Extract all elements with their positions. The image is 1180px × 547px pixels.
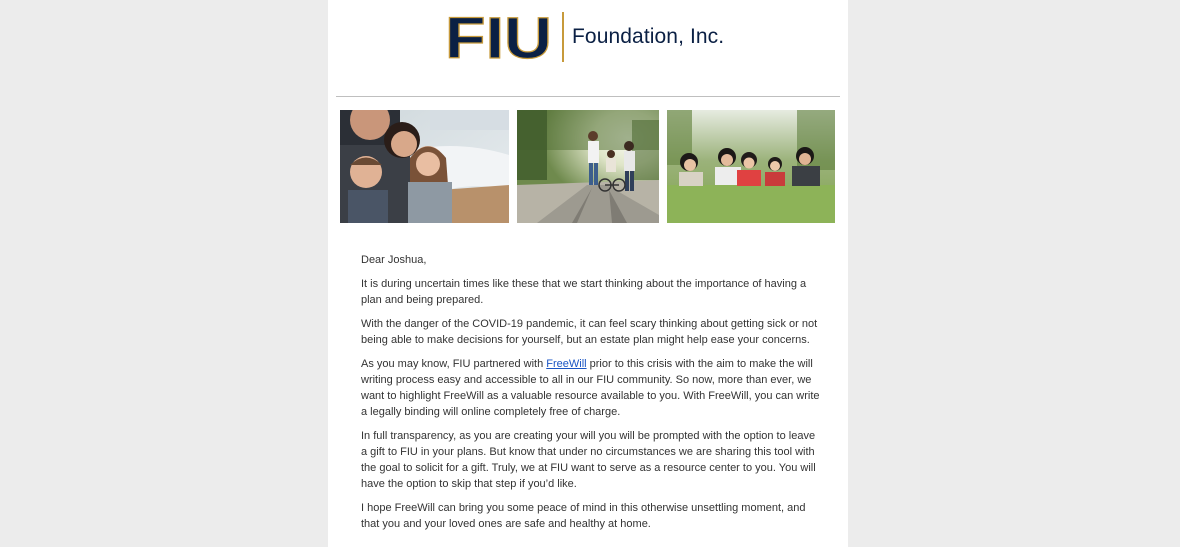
letter-paragraph-5: I hope FreeWill can bring you some peace of mind in this otherwise unsettling moment, and that you and your loved ones are safe and healthy at home. bbox=[361, 502, 806, 530]
logo-divider bbox=[562, 12, 564, 62]
header-divider bbox=[336, 96, 840, 97]
email-header bbox=[328, 0, 848, 96]
letter-paragraph-2: With the danger of the COVID-19 pandemic, it can feel scary thinking about getting sick or not being able to make decisions for yourself, but an estate plan might help ease your concerns. bbox=[361, 318, 818, 346]
freewill-link[interactable]: FreeWill bbox=[546, 358, 587, 370]
family-grass-photo bbox=[667, 110, 835, 223]
family-bicycle-photo bbox=[517, 110, 659, 223]
letter-paragraph-3 bbox=[361, 356, 823, 420]
email-card bbox=[328, 0, 848, 547]
letter-body bbox=[361, 252, 823, 540]
letter-paragraph-4: In full transparency, as you are creating your will you will be prompted with the option to leave a gift to FIU in your plans. But know that under no circumstances we are sharing this tool with the goal to solicit for a gift. Truly, we at FIU want to serve as a resource center to you. You will have the option to skip that step if you’d like. bbox=[361, 430, 816, 490]
letter-greeting: Dear Joshua, bbox=[361, 254, 427, 266]
foundation-name: Foundation, Inc. bbox=[572, 25, 725, 48]
letter-paragraph-1: It is during uncertain times like these that we start thinking about the importance of having a plan and being prepared. bbox=[361, 278, 807, 306]
family-beach-photo bbox=[340, 110, 509, 223]
fiu-foundation-logo[interactable] bbox=[445, 11, 724, 63]
paragraph-3-lead: As you may know, FIU partnered with bbox=[361, 358, 547, 370]
fiu-logo-mark bbox=[445, 11, 553, 63]
fiu-logo-letters: FIU bbox=[445, 11, 552, 63]
paragraph-3-rest: prior to this crisis with the aim to make the will writing process easy and accessible to all in our FIU community. So now, more than ever, we want to highlight FreeWill as a valuable resource available to you. With FreeWill, you can write a legally binding will online completely free of charge. bbox=[361, 358, 820, 418]
